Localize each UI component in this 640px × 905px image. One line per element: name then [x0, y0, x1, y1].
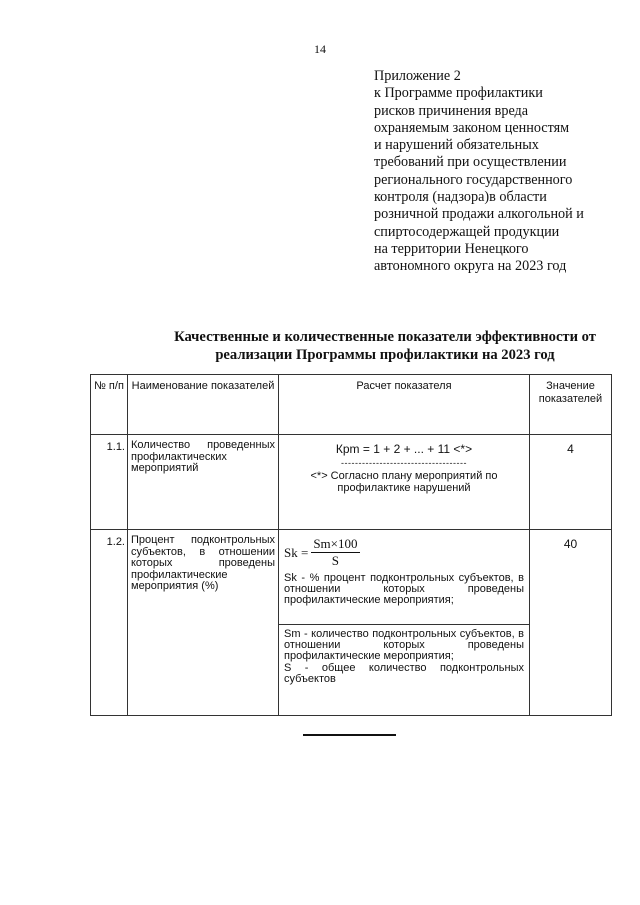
- appendix-line: требований при осуществлении: [374, 154, 567, 171]
- formula-fraction: [311, 536, 359, 569]
- fraction-denominator: S: [331, 553, 340, 568]
- indicator-value: 40: [530, 530, 612, 716]
- footnote: <*> Согласно плану мероприятий по профилактике нарушений: [310, 470, 498, 494]
- table-row: [91, 435, 612, 530]
- calculation-cell: [279, 530, 530, 625]
- row-number: 1.2.: [91, 530, 128, 716]
- header-name: Наименование показателей: [128, 375, 279, 435]
- appendix-line: Приложение 2: [374, 68, 461, 84]
- appendix-line: и нарушений обязательных: [374, 137, 539, 154]
- definition-s: S - общее количество подконтрольных субъектов: [284, 661, 524, 685]
- header-value: Значение показателей: [530, 375, 612, 435]
- footnote-divider: ------------------------------------: [341, 458, 467, 468]
- formula: [279, 530, 529, 569]
- definitions-cont: [279, 625, 530, 716]
- indicator-value: 4: [530, 435, 612, 530]
- appendix-line: розничной продажи алкогольной и: [374, 206, 584, 223]
- formula: Крm = 1 + 2 + ... + 11 <*>: [335, 442, 473, 456]
- definition-sk: Sk - % процент подконтрольных субъектов, в отношении которых проведены профилактические мероприятия;: [284, 572, 524, 607]
- indicator-name: Количество проведенных профилактических мероприятий: [128, 435, 279, 530]
- appendix-line: к Программе профилактики: [374, 85, 543, 102]
- fraction-numerator: Sm×100: [313, 536, 358, 551]
- appendix-line: регионального государственного: [374, 171, 573, 188]
- appendix-line: спиртосодержащей продукции: [374, 223, 560, 240]
- header-num: № п/п: [91, 375, 128, 435]
- closing-rule: [303, 734, 396, 736]
- calculation-cell: [279, 435, 530, 530]
- appendix-line: рисков причинения вреда: [374, 102, 529, 119]
- appendix-line: охраняемым законом ценностям: [374, 119, 570, 136]
- appendix-line: контроля (надзора)в области: [374, 189, 547, 206]
- appendix-line: автономного округа на 2023 год: [374, 258, 567, 275]
- row-number: 1.1.: [91, 435, 128, 530]
- page-number: 14: [314, 42, 326, 56]
- definition-sm: Sm - количество подконтрольных субъектов, в отношении которых проведены профилактические мероприятия;: [284, 628, 524, 663]
- table-row: [91, 530, 612, 625]
- table-header-row: [91, 375, 612, 435]
- header-calc: Расчет показателя: [279, 375, 530, 435]
- definitions: [279, 569, 529, 609]
- formula-lhs: Sk =: [284, 544, 309, 560]
- indicators-table: [90, 374, 612, 716]
- appendix-heading: [374, 68, 624, 276]
- indicator-name: Процент подконтрольных субъектов, в отношении которых проведены профилактические мероприятия (%): [128, 530, 279, 716]
- appendix-line: на территории Ненецкого: [374, 240, 529, 257]
- document-title: Качественные и количественные показатели эффективности от реализации Программы профилактики на 2023 год: [174, 329, 596, 363]
